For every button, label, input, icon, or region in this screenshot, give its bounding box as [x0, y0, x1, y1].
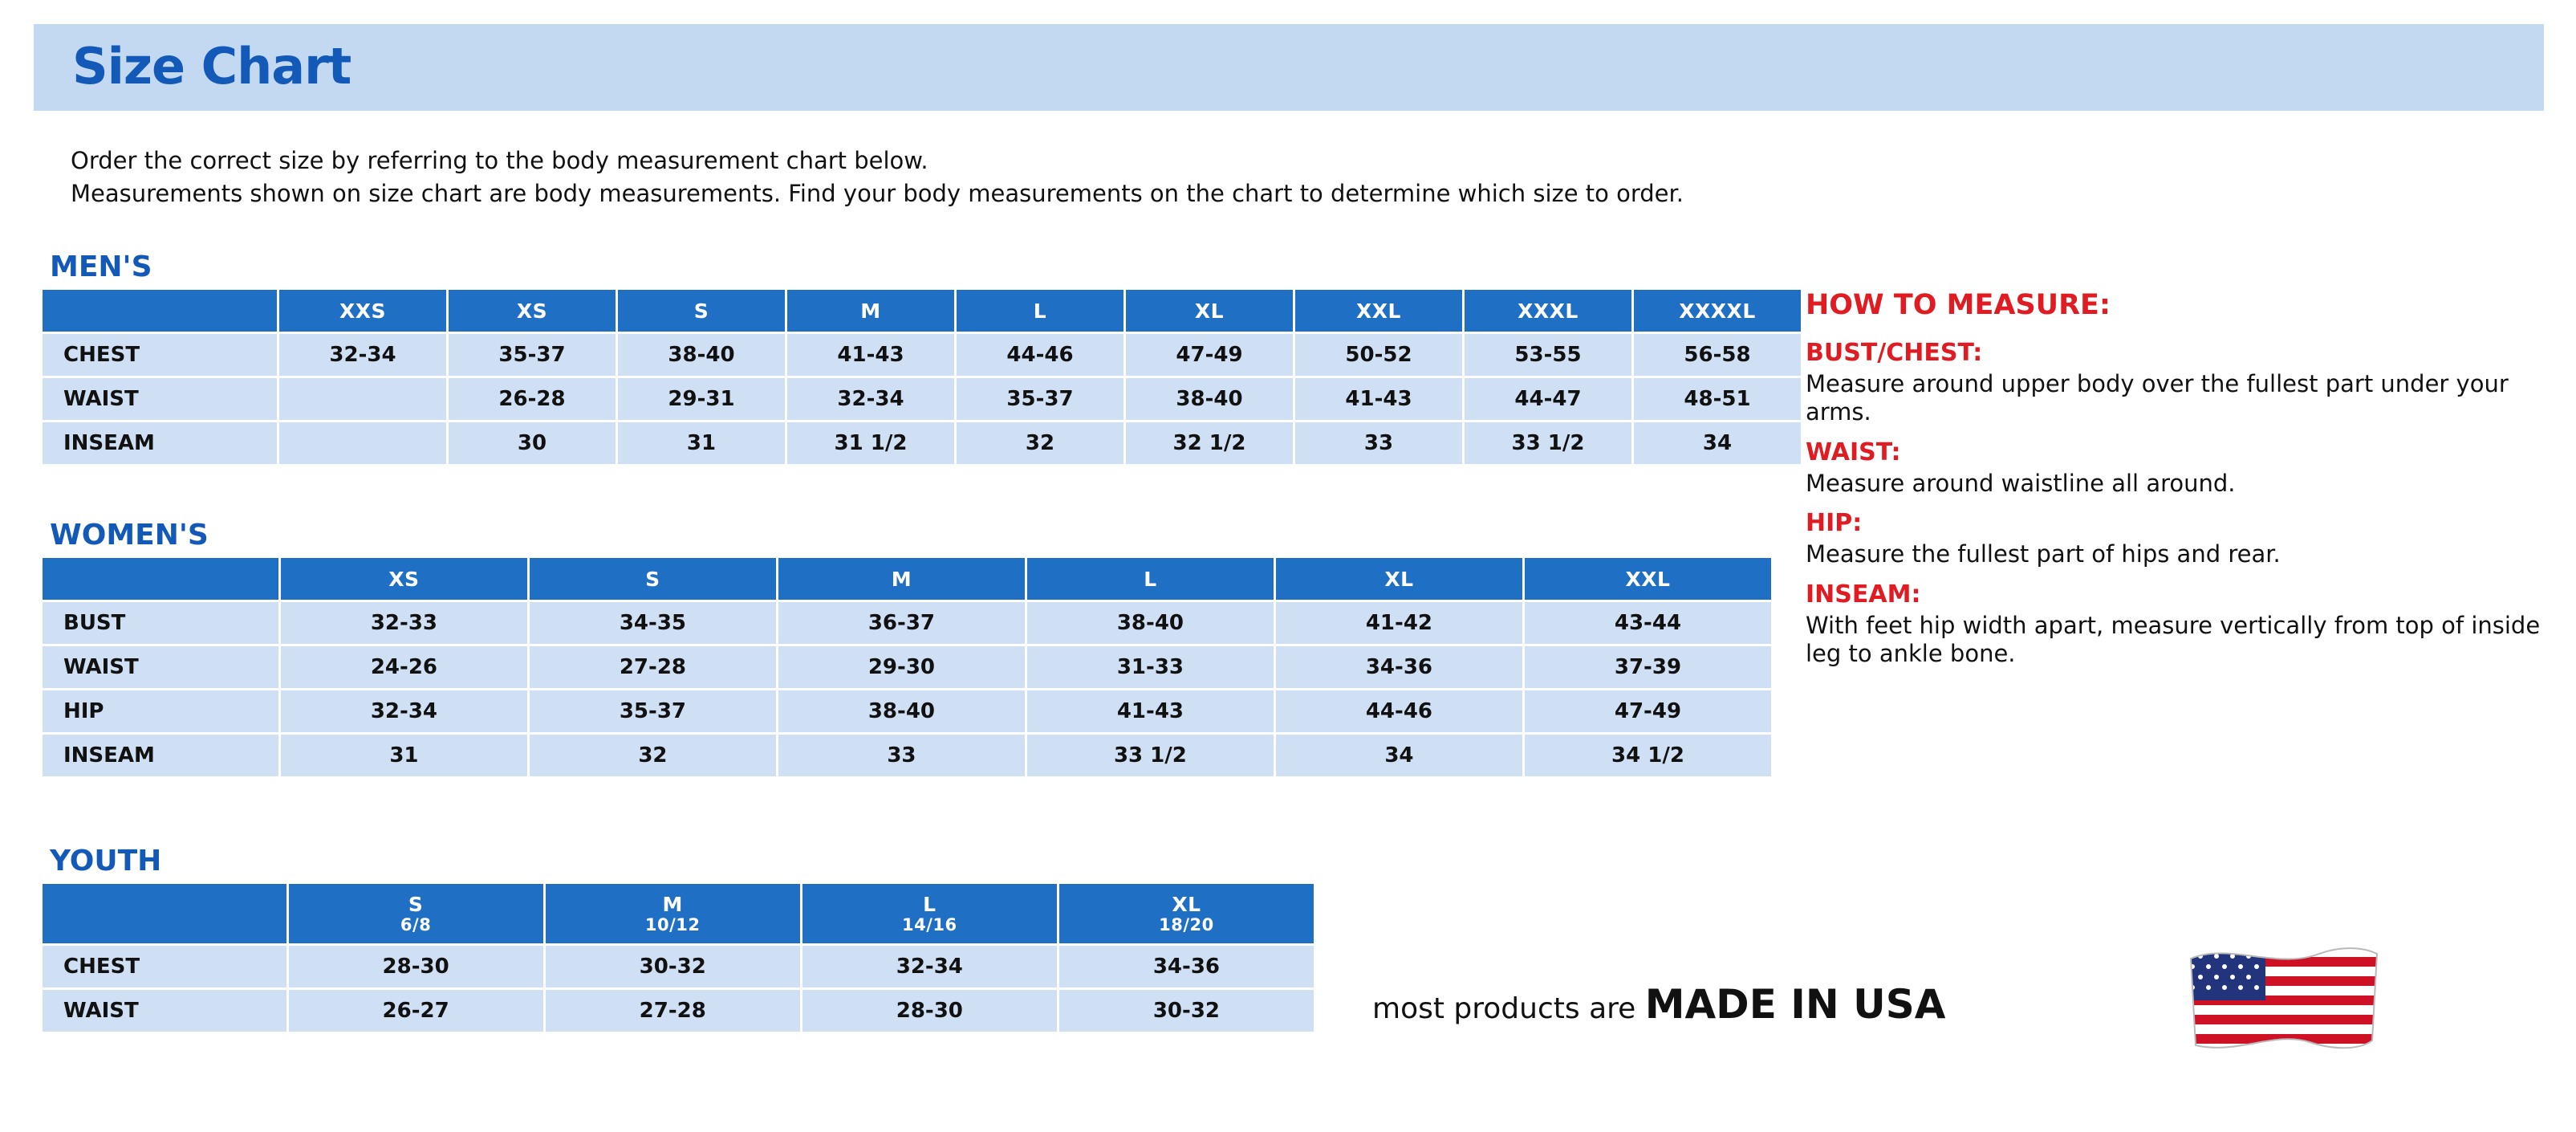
cell — [279, 422, 446, 464]
row-label: WAIST — [43, 378, 277, 420]
measure-text: Measure the fullest part of hips and rear. — [1806, 540, 2281, 568]
measure-text: Measure around upper body over the fullest part under your arms. — [1806, 370, 2509, 426]
cell: 38-40 — [1027, 602, 1274, 644]
measure-item — [1806, 509, 2552, 568]
col-header — [546, 884, 800, 943]
table-row — [43, 378, 1801, 420]
cell: 41-42 — [1276, 602, 1522, 644]
intro-line-1: Order the correct size by referring to the body measurement chart below. — [71, 147, 928, 174]
page-title: Size Chart — [72, 37, 351, 96]
col-header: S — [530, 558, 776, 600]
col-header: XL — [1276, 558, 1522, 600]
cell: 34-35 — [530, 602, 776, 644]
measure-term: INSEAM: — [1806, 580, 1921, 609]
cell: 32-33 — [281, 602, 527, 644]
col-header: S — [618, 290, 785, 332]
cell: 38-40 — [618, 334, 785, 376]
cell: 35-37 — [957, 378, 1123, 420]
cell: 36-37 — [778, 602, 1025, 644]
cell: 38-40 — [1126, 378, 1293, 420]
cell: 32-34 — [787, 378, 954, 420]
mens-size-table — [40, 287, 1803, 466]
cell: 41-43 — [787, 334, 954, 376]
cell: 47-49 — [1126, 334, 1293, 376]
made-in-usa-emphasis: MADE IN USA — [1644, 981, 1946, 1028]
cell: 33 1/2 — [1027, 735, 1274, 776]
table-header-row — [43, 884, 1314, 943]
section-title-womens: WOMEN'S — [50, 519, 209, 552]
intro-line-2: Measurements shown on size chart are body measurements. Find your body measurements on the chart to determine which size to order. — [71, 180, 1684, 208]
col-header-sub: 10/12 — [644, 914, 701, 935]
measure-text: Measure around waistline all around. — [1806, 469, 2236, 497]
col-header: L — [1027, 558, 1274, 600]
cell: 28-30 — [802, 990, 1057, 1032]
cell: 31 — [618, 422, 785, 464]
col-header-main: L — [923, 893, 937, 917]
measure-item — [1806, 339, 2552, 427]
col-header: XS — [449, 290, 616, 332]
measure-term: BUST/CHEST: — [1806, 339, 1983, 367]
col-header-sub: 18/20 — [1159, 914, 1214, 935]
cell: 43-44 — [1525, 602, 1771, 644]
header-band — [34, 24, 2544, 111]
col-header: XS — [281, 558, 527, 600]
cell — [279, 378, 446, 420]
table-row — [43, 646, 1771, 688]
how-to-measure-panel — [1806, 289, 2552, 676]
youth-size-table — [40, 882, 1316, 1034]
cell: 34 — [1634, 422, 1801, 464]
row-label: INSEAM — [43, 422, 277, 464]
col-header: L — [957, 290, 1123, 332]
col-header: M — [778, 558, 1025, 600]
how-to-measure-title: HOW TO MEASURE: — [1806, 289, 2111, 321]
cell: 34 — [1276, 735, 1522, 776]
cell: 31-33 — [1027, 646, 1274, 688]
cell: 24-26 — [281, 646, 527, 688]
row-label: WAIST — [43, 646, 278, 688]
table-row — [43, 422, 1801, 464]
row-label: CHEST — [43, 946, 286, 987]
measure-text: With feet hip width apart, measure vertically from top of inside leg to ankle bone. — [1806, 611, 2541, 667]
cell: 33 — [778, 735, 1025, 776]
col-header: XXL — [1295, 290, 1462, 332]
cell: 33 — [1295, 422, 1462, 464]
cell: 32 1/2 — [1126, 422, 1293, 464]
section-title-youth: YOUTH — [50, 845, 162, 878]
measure-term: WAIST: — [1806, 438, 1901, 466]
cell: 47-49 — [1525, 690, 1771, 732]
row-label: BUST — [43, 602, 278, 644]
cell: 44-46 — [1276, 690, 1522, 732]
cell: 34-36 — [1059, 946, 1314, 987]
table-row — [43, 334, 1801, 376]
cell: 28-30 — [289, 946, 543, 987]
col-header-main: XL — [1172, 893, 1201, 917]
cell: 50-52 — [1295, 334, 1462, 376]
usa-flag-icon — [2181, 938, 2382, 1066]
cell: 35-37 — [530, 690, 776, 732]
col-header: M — [787, 290, 954, 332]
cell: 30-32 — [546, 946, 800, 987]
cell: 26-27 — [289, 990, 543, 1032]
cell: 37-39 — [1525, 646, 1771, 688]
cell: 30 — [449, 422, 616, 464]
col-header — [43, 884, 286, 943]
table-header-row — [43, 290, 1801, 332]
table-row — [43, 735, 1771, 776]
cell: 38-40 — [778, 690, 1025, 732]
cell: 29-30 — [778, 646, 1025, 688]
table-row — [43, 602, 1771, 644]
col-header — [1059, 884, 1314, 943]
cell: 27-28 — [530, 646, 776, 688]
row-label: HIP — [43, 690, 278, 732]
cell: 30-32 — [1059, 990, 1314, 1032]
womens-size-table — [40, 556, 1774, 779]
col-header-main: S — [408, 893, 424, 917]
made-in-usa-prefix: most products are — [1372, 992, 1645, 1025]
cell: 34-36 — [1276, 646, 1522, 688]
table-row — [43, 690, 1771, 732]
col-header: XXXXL — [1634, 290, 1801, 332]
cell: 34 1/2 — [1525, 735, 1771, 776]
measure-item — [1806, 438, 2552, 498]
cell: 31 1/2 — [787, 422, 954, 464]
cell: 48-51 — [1634, 378, 1801, 420]
cell: 31 — [281, 735, 527, 776]
col-header: XL — [1126, 290, 1293, 332]
cell: 32-34 — [279, 334, 446, 376]
cell: 32-34 — [802, 946, 1057, 987]
cell: 44-47 — [1465, 378, 1631, 420]
cell: 29-31 — [618, 378, 785, 420]
col-header — [289, 884, 543, 943]
cell: 35-37 — [449, 334, 616, 376]
table-row — [43, 990, 1314, 1032]
row-label: CHEST — [43, 334, 277, 376]
cell: 32 — [957, 422, 1123, 464]
table-header-row — [43, 558, 1771, 600]
col-header — [802, 884, 1057, 943]
cell: 27-28 — [546, 990, 800, 1032]
col-header: XXL — [1525, 558, 1771, 600]
col-header: XXS — [279, 290, 446, 332]
measure-item — [1806, 580, 2552, 669]
cell: 32 — [530, 735, 776, 776]
row-label: INSEAM — [43, 735, 278, 776]
cell: 26-28 — [449, 378, 616, 420]
row-label: WAIST — [43, 990, 286, 1032]
measure-term: HIP: — [1806, 509, 1863, 538]
cell: 41-43 — [1027, 690, 1274, 732]
cell: 41-43 — [1295, 378, 1462, 420]
table-row — [43, 946, 1314, 987]
col-header — [43, 558, 278, 600]
intro-text — [71, 145, 2526, 210]
col-header: XXXL — [1465, 290, 1631, 332]
col-header — [43, 290, 277, 332]
section-title-mens: MEN'S — [50, 250, 152, 283]
col-header-sub: 6/8 — [400, 914, 432, 935]
made-in-usa-line — [1372, 981, 1945, 1028]
cell: 44-46 — [957, 334, 1123, 376]
col-header-main: M — [662, 893, 683, 917]
cell: 53-55 — [1465, 334, 1631, 376]
cell: 56-58 — [1634, 334, 1801, 376]
cell: 32-34 — [281, 690, 527, 732]
cell: 33 1/2 — [1465, 422, 1631, 464]
col-header-sub: 14/16 — [902, 914, 957, 935]
